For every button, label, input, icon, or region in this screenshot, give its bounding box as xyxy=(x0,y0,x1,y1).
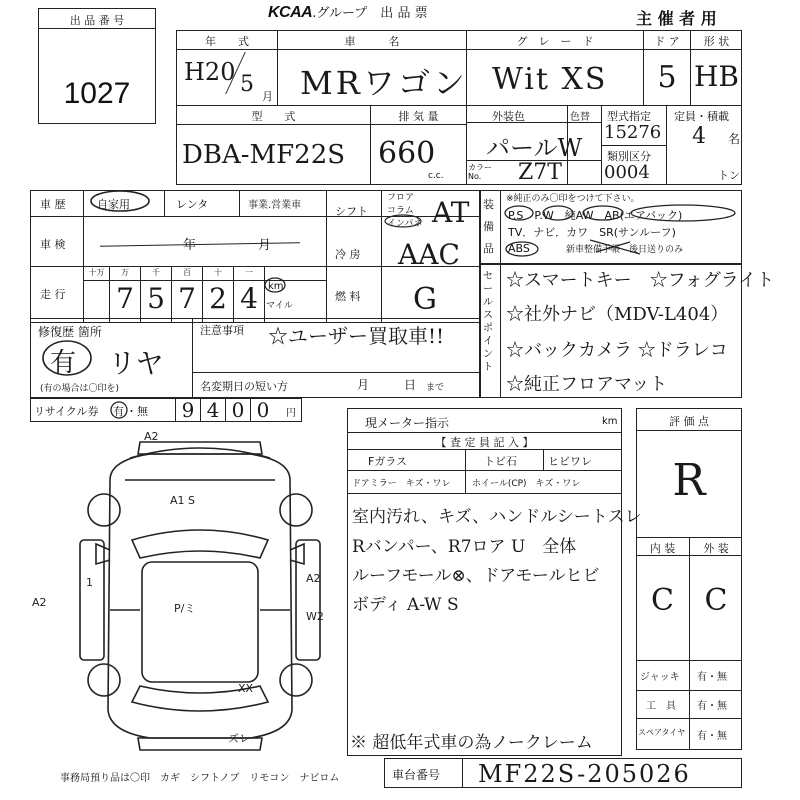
sales-point-3: ☆バックカメラ ☆ドラレコ xyxy=(506,340,728,361)
fuel-value: G xyxy=(413,282,437,317)
diagram-mark-right-rear: W2 xyxy=(306,610,324,623)
mileage-km-label: km xyxy=(268,281,284,292)
windshield-label: Fガラス xyxy=(368,455,407,468)
repair-label: 修復歴 箇所 xyxy=(38,325,102,339)
crack-label: ヒビワレ xyxy=(548,455,592,468)
exterior-label: 外 装 xyxy=(703,542,729,555)
wheel-label: ホイール(CP) キズ・ワレ xyxy=(472,479,581,489)
recycle-label: リサイクル券 xyxy=(34,405,99,418)
fuel-label: 燃 料 xyxy=(335,290,361,303)
panel-shift-circle xyxy=(383,213,423,229)
diagram-mark-right-front: A2 xyxy=(306,572,321,585)
sales-point-4: ☆純正フロアマット xyxy=(506,374,668,395)
cc-unit: c.c. xyxy=(428,171,444,181)
mileage-digit-2: 5 xyxy=(147,282,165,315)
tool-label: 工 具 xyxy=(646,701,676,712)
doors-label: ド ア xyxy=(654,35,680,48)
name-change-day: 日 xyxy=(404,378,417,392)
shift-option-floor: フロア xyxy=(387,193,415,203)
tool-value: 有・無 xyxy=(697,701,727,712)
shaken-year-unit: 年 xyxy=(183,238,197,253)
grade-label: グ レ ー ド xyxy=(516,35,594,48)
shift-value: AT xyxy=(432,196,470,229)
recycle-none: ・無 xyxy=(126,405,148,418)
aircon-label: 冷 房 xyxy=(335,248,361,261)
recycle-yen: 円 xyxy=(286,408,296,419)
recycle-digit-2: 4 xyxy=(206,398,220,422)
chassis-label: 車台番号 xyxy=(392,768,441,782)
interior-value: C xyxy=(651,583,674,618)
private-use-circle xyxy=(88,188,152,214)
exterior-value: C xyxy=(704,583,728,618)
score-label: 評 価 点 xyxy=(669,415,709,428)
score-value: R xyxy=(672,455,706,506)
name-change-label: 名変期日の短い方 xyxy=(200,380,288,393)
exterior-color-value: パールW xyxy=(486,134,583,162)
repair-footnote: (有の場合は〇印を) xyxy=(40,384,120,394)
equipment-row3-rest: 新車整備手帳 後日送りのみ xyxy=(566,245,684,255)
spare-value: 有・無 xyxy=(697,731,727,742)
capacity-value: 4 xyxy=(692,124,706,149)
color-change-label: 色替 xyxy=(570,112,590,123)
notes-label: 注意事項 xyxy=(200,324,244,337)
inspector-comment-2: Rバンパー、R7ロア U 全体 xyxy=(352,537,577,557)
type-designation-value: 15276 xyxy=(604,122,662,143)
form-title: .グループ 出 品 票 xyxy=(312,6,428,21)
doors-value: 5 xyxy=(657,60,677,95)
diagram-mark-front: A2 xyxy=(144,430,159,443)
sales-points-label: セールスポイント xyxy=(483,271,493,373)
mileage-mile-label: マイル xyxy=(266,301,293,311)
mileage-label: 走 行 xyxy=(40,288,66,301)
page-header xyxy=(268,2,528,22)
mileage-unit-10: 十 xyxy=(214,268,222,277)
equipment-row1: P.S P.W 純AW AB(エアバック) xyxy=(508,209,683,222)
km-circle xyxy=(263,276,287,294)
inspector-comment-1: 室内汚れ、キズ、ハンドルシートスレ xyxy=(352,507,642,527)
car-name-label: 車 名 xyxy=(344,35,400,48)
aircon-value: AAC xyxy=(398,238,460,271)
org-logo: KCAA xyxy=(268,4,313,21)
load-unit: トン xyxy=(718,169,740,182)
sales-point-2: ☆社外ナビ（MDV-L404） xyxy=(506,304,729,325)
lot-number-box xyxy=(38,8,156,124)
inspector-comment-4: ボディ A-W S xyxy=(352,595,459,615)
repair-circle xyxy=(40,338,94,378)
car-damage-diagram xyxy=(32,430,330,760)
chassis-value: MF22S-205026 xyxy=(478,760,691,788)
mileage-unit-1: 一 xyxy=(245,268,253,277)
equipment-label: 装備品 xyxy=(483,198,494,255)
year-label: 年 式 xyxy=(205,35,249,48)
meter-label: 現メーター指示 xyxy=(365,416,450,430)
shift-option-column: コラム xyxy=(387,206,414,216)
name-change-until: まで xyxy=(426,383,445,393)
recycle-digit-3: 0 xyxy=(231,398,245,422)
office-note: 事務局預り品は〇印 カギ シフトノブ リモコン ナビロム xyxy=(60,773,340,784)
car-name-value: MRワゴン xyxy=(300,64,468,102)
host-use-label: 主 催 者 用 xyxy=(636,9,717,28)
recycle-digit-4: 0 xyxy=(256,398,270,422)
mileage-digit-1: 7 xyxy=(116,282,134,315)
equipment-circles xyxy=(500,200,740,262)
shape-value: HB xyxy=(694,60,739,93)
mileage-unit-1k: 千 xyxy=(152,268,160,277)
capacity-unit: 名 xyxy=(728,132,741,146)
exterior-color-label: 外装色 xyxy=(492,110,525,123)
month-unit: 月 xyxy=(262,90,273,103)
diagram-mark-left: A2 xyxy=(32,596,47,609)
diagram-mark-rear-right: XX xyxy=(238,682,254,695)
shaken-month-unit: 月 xyxy=(258,238,272,253)
type-designation-label: 型式指定 xyxy=(607,110,651,123)
repair-location: リヤ xyxy=(108,347,164,380)
year-value: H20 xyxy=(184,58,236,86)
history-option-business: 事業.営業車 xyxy=(248,200,302,211)
displacement-value: 660 xyxy=(378,136,436,171)
mileage-digit-5: 4 xyxy=(240,282,258,315)
mileage-unit-100k: 十万 xyxy=(88,268,105,277)
equipment-note: ※純正のみ〇印をつけて下さい。 xyxy=(506,194,640,204)
equipment-row2: TV．ナビ．カワ SR(サンルーフ) xyxy=(508,226,676,239)
shape-label: 形 状 xyxy=(703,35,730,48)
capacity-label: 定員・積載 xyxy=(674,110,729,123)
model-value: DBA-MF22S xyxy=(182,140,346,170)
month-value: 5 xyxy=(240,72,254,97)
mileage-unit-100: 百 xyxy=(183,268,191,277)
classification-label: 類別区分 xyxy=(607,150,651,163)
history-label: 車 歴 xyxy=(40,198,66,211)
color-code-value: Z7T xyxy=(518,160,562,185)
interior-label: 内 装 xyxy=(649,542,676,555)
sales-point-1: ☆スマートキー ☆フォグライト xyxy=(506,270,775,291)
jack-label: ジャッキ xyxy=(640,672,680,683)
equipment-row3-abs: ABS xyxy=(508,242,530,255)
inspector-comment-3: ルーフモール⊗、ドアモールヒビ xyxy=(352,566,600,586)
classification-value: 0004 xyxy=(604,162,650,183)
spare-label: スペアタイヤ xyxy=(638,728,686,737)
diagram-mark-roof-note: P/ミ xyxy=(174,602,196,615)
lot-number-label: 出 品 番 号 xyxy=(69,14,125,27)
model-label: 型 式 xyxy=(251,110,296,123)
mileage-digit-4: 2 xyxy=(209,282,227,315)
mileage-digit-3: 7 xyxy=(178,282,196,315)
inspector-entry-label: 【 査 定 員 記 入 】 xyxy=(435,436,534,449)
shift-option-panel: インパネ xyxy=(387,219,423,229)
stone-chip-label: トビ石 xyxy=(484,455,517,468)
mirror-label: ドアミラー キズ・ワレ xyxy=(352,479,451,489)
shift-label: シフト xyxy=(335,205,368,218)
name-change-month: 月 xyxy=(357,378,370,392)
lot-number-value: 1027 xyxy=(63,77,131,110)
shaken-label: 車 検 xyxy=(40,238,66,251)
color-code-label: カラーNo. xyxy=(468,163,492,181)
history-option-rental: レンタ xyxy=(176,198,209,211)
jack-value: 有・無 xyxy=(697,672,727,683)
recycle-have: 有 xyxy=(113,405,124,418)
recycle-digit-1: 9 xyxy=(181,398,195,422)
displacement-label: 排 気 量 xyxy=(398,110,439,123)
mileage-unit-10k: 万 xyxy=(121,268,129,277)
notes-value: ☆ユーザー買取車!! xyxy=(268,324,445,348)
grade-value: Wit XS xyxy=(492,62,608,97)
diagram-mark-rear: ズレ xyxy=(228,732,250,745)
history-option-private: 自家用 xyxy=(97,198,130,211)
inspector-footer-note: ※ 超低年式車の為ノークレーム xyxy=(350,733,593,753)
meter-km-unit: km xyxy=(602,416,618,427)
repair-value: 有 xyxy=(50,348,77,378)
diagram-mark-roof: A1 S xyxy=(170,494,196,507)
diagram-mark-pillar: 1 xyxy=(86,576,93,589)
